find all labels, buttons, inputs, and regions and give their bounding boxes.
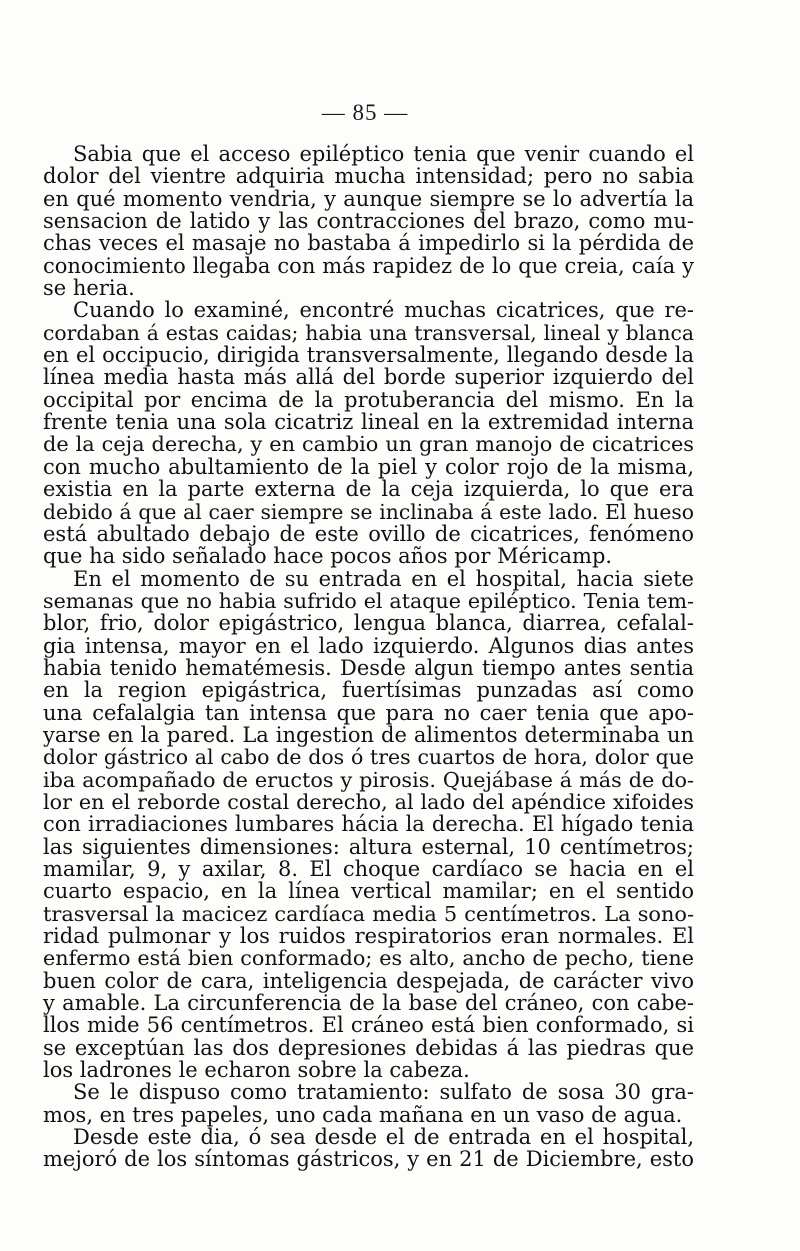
text-line: sensacion de latido y las contracciones del brazo, como mu- [43, 209, 694, 234]
text-line: cuarto espacio, en la línea vertical mamilar; en el sentido [43, 879, 694, 904]
text-line: debido á que al caer siempre se inclinaba á este lado. El hueso [43, 499, 694, 524]
text-line: las siguientes dimensiones: altura esternal, 10 centímetros; [43, 834, 694, 859]
text-line: blor, frio, dolor epigástrico, lengua blanca, diarrea, cefalal- [43, 611, 694, 636]
text-line: Se le dispuso como tratamiento: sulfato de sosa 30 gra- [73, 1080, 694, 1105]
paragraph [43, 299, 694, 567]
text-line: Desde este dia, ó sea desde el de entrada en el hospital, [73, 1125, 694, 1150]
text-line: mamilar, 9, y axilar, 8. El choque cardíaco se hacia en el [43, 857, 694, 881]
text-line: existia en la parte externa de la ceja izquierda, lo que era [43, 477, 694, 502]
text-line: frente tenia una sola cicatriz lineal en la extremidad interna [43, 410, 694, 435]
text-line: línea media hasta más allá del borde superior izquierdo del [43, 365, 694, 390]
text-line: enfermo está bien conformado; es alto, ancho de pecho, tiene [43, 946, 694, 971]
text-line: habia tenido hematémesis. Desde algun tiempo antes sentia [43, 655, 694, 680]
text-line: está abultado debajo de este ovillo de cicatrices, fenómeno [43, 521, 694, 546]
text-line: una cefalalgia tan intensa que para no caer tenia que apo- [43, 700, 694, 725]
text-line: gia intensa, mayor en el lado izquierdo. Algunos dias antes [43, 633, 694, 658]
text-line: que ha sido señalado hace pocos años por Méricamp. [43, 544, 613, 569]
text-line: en el occipucio, dirigida transversalmente, llegando desde la [43, 343, 694, 368]
text-line: con mucho abultamiento de la piel y color rojo de la misma, [43, 454, 694, 479]
text-line: En el momento de su entrada en el hospital, hacia siete [73, 566, 694, 591]
text-line: occipital por encima de la protuberancia del mismo. En la [43, 387, 694, 412]
text-line: con irradiaciones lumbares hácia la derecha. El hígado tenia [43, 812, 694, 837]
body-text [43, 143, 694, 1171]
text-line: Cuando lo examiné, encontré muchas cicatrices, que re- [73, 298, 694, 323]
paragraph [43, 1081, 694, 1126]
text-line: en la region epigástrica, fuertísimas punzadas así como [43, 678, 694, 703]
text-line: lor en el reborde costal derecho, al lado del apéndice xifoides [43, 789, 694, 814]
text-line: ridad pulmonar y los ruidos respiratorios eran normales. El [43, 924, 694, 949]
text-line: se exceptúan las dos depresiones debidas á las piedras que [43, 1035, 694, 1060]
text-line: semanas que no habia sufrido el ataque epiléptico. Tenia tem- [43, 588, 694, 613]
text-line: y amable. La circunferencia de la base del cráneo, con cabe- [43, 991, 694, 1016]
text-line: yarse en la pared. La ingestion de alimentos determinaba un [43, 722, 694, 747]
text-line: cordaban á estas caidas; habia una transversal, lineal y blanca [43, 320, 694, 345]
text-line: Sabia que el acceso epiléptico tenia que venir cuando el [73, 142, 694, 166]
paragraph [43, 1126, 694, 1171]
text-line: mejoró de los síntomas gástricos, y en 21 de Diciembre, esto [43, 1147, 694, 1172]
paragraph [43, 143, 694, 299]
text-line: en qué momento vendria, y aunque siempre se lo advertía la [43, 186, 694, 211]
text-line: trasversal la macicez cardíaca media 5 centímetros. La sono- [43, 901, 694, 926]
text-line: de la ceja derecha, y en cambio un gran manojo de cicatrices [43, 432, 694, 457]
text-line: se heria. [43, 276, 135, 301]
text-line: buen color de cara, inteligencia despejada, de carácter vivo [43, 968, 694, 993]
text-line: los ladrones le echaron sobre la cabeza. [43, 1058, 470, 1083]
text-line: chas veces el masaje no bastaba á impedirlo si la pérdida de [43, 231, 694, 256]
text-line: iba acompañado de eructos y pirosis. Quejábase á más de do- [43, 767, 694, 792]
text-line: mos, en tres papeles, uno cada mañana en un vaso de agua. [43, 1102, 683, 1127]
text-line: dolor gástrico al cabo de dos ó tres cuartos de hora, dolor que [43, 745, 694, 770]
text-line: dolor del vientre adquiria mucha intensidad; pero no sabia [43, 164, 694, 189]
text-line: conocimiento llegaba con más rapidez de lo que creia, caía y [43, 253, 694, 278]
text-line: llos mide 56 centímetros. El cráneo está bien conformado, si [43, 1013, 694, 1038]
page-number: — 85 — [321, 100, 409, 125]
paragraph [43, 568, 694, 1082]
